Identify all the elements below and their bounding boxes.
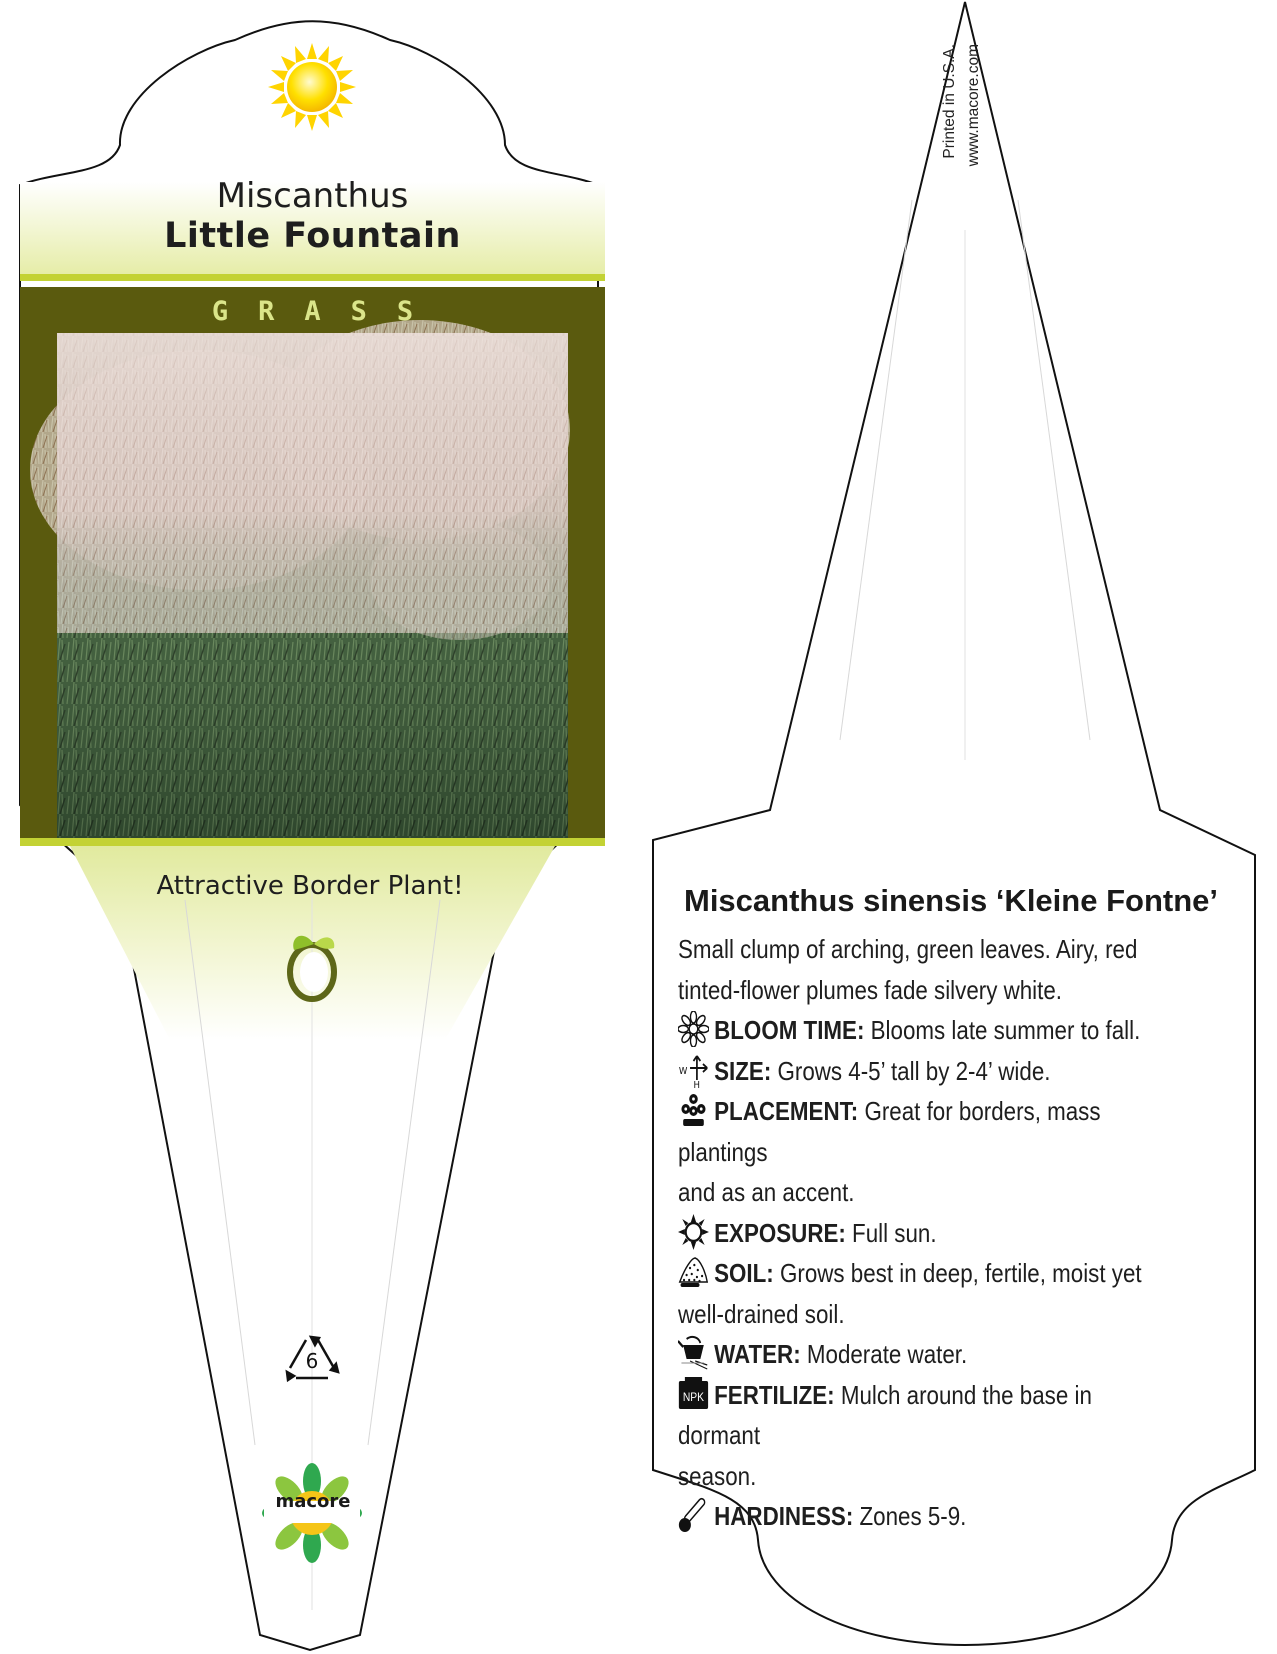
care-text: Blooms late summer to fall. [870, 1015, 1141, 1045]
care-text: Grows 4-5’ tall by 2-4’ wide. [777, 1055, 1051, 1086]
care-text: Grows best in deep, fertile, moist yet [779, 1258, 1142, 1288]
care-text: Great for borders, mass plantings [678, 1096, 1101, 1167]
care-placement [678, 1091, 1155, 1172]
care-label: HARDINESS: [714, 1501, 854, 1531]
size-arrows-icon [678, 1052, 709, 1088]
watering-can-icon [678, 1335, 709, 1371]
recycle-code: 6 [305, 1349, 319, 1373]
website: www.macore.com [965, 44, 982, 167]
npk-icon-text: NPK [682, 1390, 705, 1404]
printer-info [938, 44, 982, 224]
care-text: Mulch around the base in dormant [678, 1379, 1092, 1450]
brand-name: macore [275, 1491, 351, 1512]
description-line: tinted-flower plumes fade silvery white. [678, 974, 1063, 1005]
care-exposure [678, 1213, 1155, 1254]
care-label: FERTILIZE: [714, 1379, 835, 1410]
care-label: PLACEMENT: [714, 1096, 859, 1126]
care-text: Moderate water. [806, 1339, 968, 1369]
care-info [678, 929, 1155, 1537]
care-fertilize [678, 1375, 1155, 1456]
size-w-letter: W [678, 1064, 688, 1077]
npk-icon [678, 1376, 709, 1412]
size-h-letter: H [693, 1078, 700, 1088]
care-size [678, 1051, 1155, 1092]
care-label: BLOOM TIME: [714, 1015, 865, 1045]
plant-genus: Miscanthus [216, 176, 409, 216]
care-hardiness [678, 1496, 1155, 1537]
description-line: Small clump of arching, green leaves. Airy, red [678, 934, 1138, 964]
care-text: Zones 5-9. [859, 1501, 967, 1531]
flower-icon [678, 1011, 709, 1047]
care-fertilize-cont: season. [678, 1460, 757, 1491]
care-soil-cont: well-drained soil. [678, 1298, 845, 1329]
care-water [678, 1334, 1155, 1375]
thermometer-icon [678, 1497, 709, 1533]
care-bloom-time [678, 1010, 1155, 1051]
care-label: SOIL: [714, 1258, 774, 1288]
botanical-name: Miscanthus sinensis ‘Kleine Fontne’ [684, 883, 1218, 918]
sun-exposure-icon [678, 1214, 709, 1250]
plant-category: GRASS [211, 296, 444, 327]
care-placement-cont: and as an accent. [678, 1177, 855, 1207]
printed-in: Printed in U.S.A. [941, 44, 958, 159]
placement-icon [678, 1092, 709, 1128]
care-soil [678, 1253, 1155, 1294]
care-label: WATER: [714, 1339, 801, 1369]
care-label: SIZE: [714, 1055, 772, 1086]
care-text: Full sun. [852, 1217, 937, 1248]
tagline: Attractive Border Plant! [156, 871, 464, 901]
plant-cultivar: Little Fountain [164, 216, 461, 256]
soil-icon [678, 1254, 709, 1290]
care-label: EXPOSURE: [714, 1217, 846, 1248]
